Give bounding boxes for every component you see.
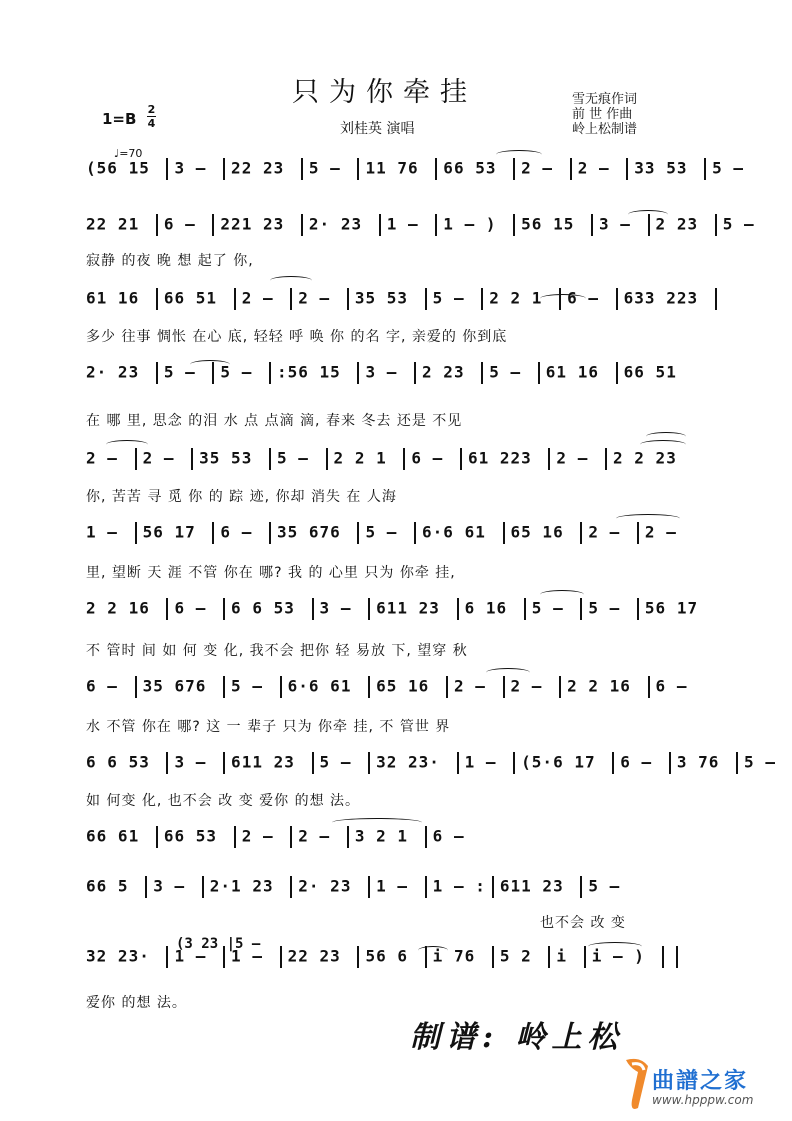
slur-mark [640,440,686,449]
bar-line [357,362,359,384]
bar-line [269,522,271,544]
notes-line: 2 2 16 6 – 6 6 53 3 – 611 23 6 16 5 – 5 – 56 17 [86,598,714,620]
bar-line [612,752,614,774]
bar-line [616,362,618,384]
bar-line [481,288,483,310]
bar-line [435,214,437,236]
bar-line [212,522,214,544]
bar-line [414,362,416,384]
slur-mark [496,150,542,159]
credit-composer: 前 世 作曲 [572,107,633,122]
bar-line [156,214,158,236]
time-top: 2 [147,103,156,116]
key-signature: 1=B [102,110,137,128]
time-signature [147,104,156,129]
lyrics-line: 水 不管 你在 哪? 这 一 辈子 只为 你牵 挂, 不 管世 界 [86,719,451,735]
lyrics-line: 在 哪 里, 思念 的泪 水 点 点滴 滴, 春来 冬去 还是 不见 [86,413,463,429]
bar-line [156,826,158,848]
bar-line [290,288,292,310]
bar-line [156,288,158,310]
bar-line [662,946,664,968]
bar-line [223,676,225,698]
bar-line [191,448,193,470]
bar-line [457,598,459,620]
bar-line [626,158,628,180]
bar-line [223,158,225,180]
bar-line [736,752,738,774]
bar-line [648,676,650,698]
lyrics-line: 里, 望断 天 涯 不管 你在 哪? 我 的 心里 只为 你牵 挂, [86,565,456,581]
bar-line [704,158,706,180]
bar-line [425,876,427,898]
bar-line [223,752,225,774]
bar-line [368,676,370,698]
slur-mark [106,440,148,449]
bar-line [347,288,349,310]
time-bottom: 4 [147,117,156,130]
bar-line [312,598,314,620]
bar-line [290,876,292,898]
bar-line [280,946,282,968]
bar-line [145,876,147,898]
bar-line [234,288,236,310]
bar-line [435,158,437,180]
score-row [86,598,714,622]
bar-line [503,522,505,544]
bar-line [584,946,586,968]
bar-line [513,158,515,180]
notes-line: 61 16 66 51 2 – 2 – 35 53 5 – 2 2 1 6 – 633 223 [86,288,714,310]
bar-line [492,876,494,898]
lyrics-line: 多少 往事 惆怅 在心 底, 轻轻 呼 唤 你 的名 字, 亲爱的 你到底 [86,329,508,345]
bar-line [425,288,427,310]
bar-line [616,288,618,310]
bar-line [414,522,416,544]
notes-line: 2 – 2 – 35 53 5 – 2 2 1 6 – 61 223 2 – 2 2 23 [86,448,714,470]
tempo-mark: ♩=70 [114,147,143,160]
bar-line [357,158,359,180]
bar-line [269,362,271,384]
lyrics-line: 爱你 的想 法。 [86,995,187,1011]
bar-line [513,214,515,236]
notes-line: 22 21 6 – 221 23 2· 23 1 – 1 – ) 56 15 3 – 2 23 5 – [86,214,714,236]
lyrics-line: 也不会 改 变 [540,915,626,931]
bar-line [166,752,168,774]
score-row [86,876,714,900]
slur-mark [628,210,668,219]
notes-line: 1 – 56 17 6 – 35 676 5 – 6·6 61 65 16 2 – 2 – [86,522,714,544]
bar-line [492,946,494,968]
score-row [86,362,714,386]
notes-line: 32 23· 1 – 1 – 22 23 56 6 i 76 5 2 i i – ) [86,946,714,968]
bar-line [591,214,593,236]
score-row [86,158,745,182]
bar-line [637,522,639,544]
score-row [86,214,755,238]
song-title: 只为你牵挂 [292,77,477,108]
score-row [86,826,714,850]
notes-line: 66 61 66 53 2 – 2 – 3 2 1 6 – [86,826,714,848]
bar-line [379,214,381,236]
credit-transcriber: 岭上松制谱 [572,122,638,137]
bar-line [403,448,405,470]
coda-note: (3 23 |5 – [176,936,261,952]
signature: 制谱: 岭上松 [410,1020,624,1055]
bar-line [269,448,271,470]
site-logo-text: 曲譜之家 [652,1069,749,1094]
slur-mark [332,818,422,827]
notes-line: 66 5 3 – 2·1 23 2· 23 1 – 1 – : 611 23 5 – [86,876,714,898]
slur-mark [588,942,642,951]
bar-line [166,598,168,620]
bar-line [605,448,607,470]
lyrics-line: 你, 苦苦 寻 觅 你 的 踪 迹, 你却 消失 在 人海 [86,489,397,505]
bar-line [357,946,359,968]
bar-line [166,158,168,180]
bar-line [135,676,137,698]
bar-line [570,158,572,180]
slur-mark [540,294,586,303]
bar-line [301,214,303,236]
bar-line [457,752,459,774]
bar-line [503,676,505,698]
site-url: www.hpppw.com [652,1093,754,1107]
bar-line [280,676,282,698]
slur-mark [486,668,530,677]
bar-line [460,448,462,470]
bar-line [312,752,314,774]
bar-line [538,362,540,384]
score-row [86,448,714,472]
bar-line [301,158,303,180]
slur-mark [646,432,686,441]
slur-mark [270,276,312,285]
bar-line [135,522,137,544]
slur-mark [418,946,448,955]
bar-line [166,946,168,968]
bar-line [368,598,370,620]
bar-line [637,598,639,620]
bar-line [212,214,214,236]
lyrics-line: 不 管时 间 如 何 变 化, 我不会 把你 轻 易放 下, 望穿 秋 [86,643,468,659]
score-row [86,752,776,776]
bar-line [548,448,550,470]
bar-line [368,752,370,774]
bar-line [368,876,370,898]
bar-line [548,946,550,968]
bar-line [347,826,349,848]
bar-line [524,598,526,620]
score-row [86,676,714,700]
bar-line [156,362,158,384]
slur-mark [190,360,230,369]
score-row [86,522,714,546]
bar-line [676,946,678,968]
bar-line [290,826,292,848]
slur-mark [540,590,584,599]
bar-line [326,448,328,470]
lyrics-line: 如 何变 化, 也不会 改 变 爱你 的想 法。 [86,793,361,809]
bar-line [559,676,561,698]
bar-line [580,522,582,544]
bar-line [135,448,137,470]
bar-line [513,752,515,774]
bar-line [580,598,582,620]
score-row [86,288,714,312]
bar-line [425,826,427,848]
notes-line: 6 – 35 676 5 – 6·6 61 65 16 2 – 2 – 2 2 16 6 – [86,676,714,698]
slur-mark [616,514,680,523]
bar-line [223,598,225,620]
lyrics-line: 寂静 的夜 晚 想 起了 你, [86,253,254,269]
notes-line: 2· 23 5 – 5 – :56 15 3 – 2 23 5 – 61 16 66 51 [86,362,714,384]
bar-line [669,752,671,774]
notes-line: 6 6 53 3 – 611 23 5 – 32 23· 1 – (5·6 17 6 – 3 76 5 – [86,752,714,774]
bar-line [234,826,236,848]
bar-line [481,362,483,384]
bar-line [202,876,204,898]
bar-line [446,676,448,698]
notes-line: (56 15 3 – 22 23 5 – 11 76 66 53 2 – 2 – 33 53 5 – [86,158,714,180]
singer: 刘桂英 演唱 [340,121,415,137]
bar-line [357,522,359,544]
bar-line [715,214,717,236]
bar-line [580,876,582,898]
credit-lyricist: 雪无痕作词 [572,92,638,107]
bar-line [715,288,717,310]
